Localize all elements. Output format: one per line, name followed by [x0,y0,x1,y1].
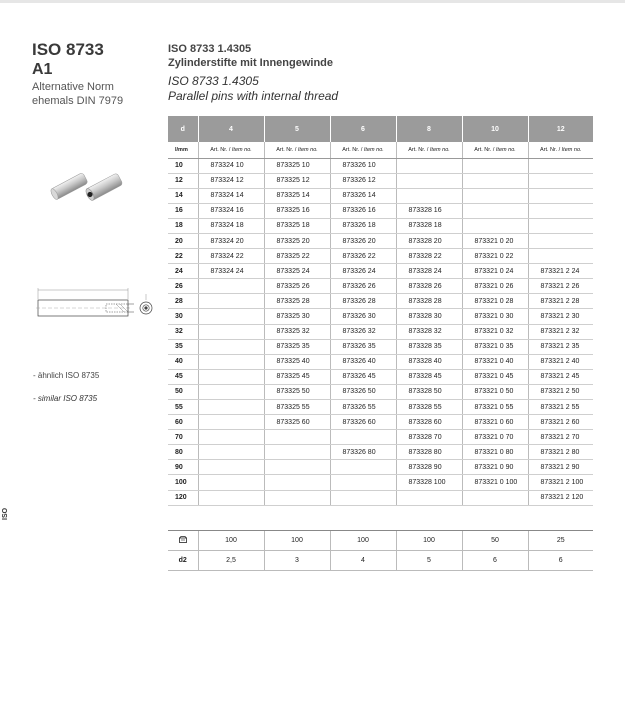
article-number-cell: 873328 45 [396,369,462,384]
diameter-header: 10 [462,116,528,142]
diameter-header: 4 [198,116,264,142]
technical-drawing [36,286,160,328]
d2-value: 2,5 [198,551,264,571]
article-number-cell [462,158,528,173]
art-prefix: Art. Nr. / [539,146,562,153]
article-number-cell [198,324,264,339]
left-header [32,40,123,108]
table-row [168,309,593,324]
article-number-cell: 873325 55 [264,400,330,415]
article-number-cell [528,203,593,218]
article-number-cell: 873328 20 [396,233,462,248]
article-number-cell: 873326 40 [330,354,396,369]
article-number-cell [264,445,330,460]
article-number-cell: 873328 22 [396,249,462,264]
article-number-cell [462,218,528,233]
article-number-cell: 873325 22 [264,249,330,264]
article-number-cell: 873325 50 [264,384,330,399]
article-number-cell [396,173,462,188]
pack-quantity: 50 [462,531,528,551]
article-number-cell: 873328 35 [396,339,462,354]
art-no-header [462,142,528,158]
diameter-header-row [168,116,593,142]
article-number-cell: 873324 22 [198,249,264,264]
article-number-cell: 873321 2 80 [528,445,593,460]
length-cell: 12 [168,173,198,188]
art-no-header [528,142,593,158]
article-number-cell: 873321 2 100 [528,475,593,490]
article-number-cell [330,460,396,475]
pack-quantity: 100 [198,531,264,551]
article-number-cell: 873321 0 24 [462,264,528,279]
length-cell: 28 [168,294,198,309]
article-number-cell [528,233,593,248]
table-row [168,324,593,339]
article-number-cell [198,369,264,384]
article-number-cell [198,294,264,309]
pack-quantity: 100 [264,531,330,551]
table-row [168,203,593,218]
footer-table [168,530,593,571]
article-number-cell: 873328 16 [396,203,462,218]
d2-label: d2 [168,551,198,571]
length-cell: 32 [168,324,198,339]
note-similar-de: - ähnlich ISO 8735 [33,371,100,380]
diameter-header: 8 [396,116,462,142]
length-label: l/mm [168,142,198,158]
article-number-cell: 873321 0 35 [462,339,528,354]
art-no-header [330,142,396,158]
subheader-row [168,142,593,158]
article-number-cell: 873325 35 [264,339,330,354]
pack-quantity: 25 [528,531,593,551]
table-row [168,445,593,460]
d2-value: 4 [330,551,396,571]
article-number-cell [198,460,264,475]
length-cell: 20 [168,233,198,248]
length-cell: 55 [168,400,198,415]
article-table [168,116,593,506]
diameter-header: 5 [264,116,330,142]
article-number-cell [528,158,593,173]
length-cell: 35 [168,339,198,354]
article-number-cell: 873325 60 [264,415,330,430]
article-number-cell: 873328 18 [396,218,462,233]
diameter-header: 6 [330,116,396,142]
length-cell: 14 [168,188,198,203]
table-row [168,384,593,399]
table-row [168,430,593,445]
alt-norm-line2: ehemals DIN 7979 [32,95,124,107]
article-number-cell [198,430,264,445]
article-number-cell [198,475,264,490]
article-number-cell: 873321 2 40 [528,354,593,369]
art-no-header [198,142,264,158]
article-number-cell: 873326 14 [330,188,396,203]
article-number-cell: 873325 16 [264,203,330,218]
article-number-cell: 873326 10 [330,158,396,173]
note-similar-en: - similar ISO 8735 [33,394,98,403]
article-number-cell [528,173,593,188]
article-number-cell: 873328 80 [396,445,462,460]
article-number-cell: 873321 2 60 [528,415,593,430]
article-number-cell [330,430,396,445]
article-number-cell: 873325 10 [264,158,330,173]
table-row [168,354,593,369]
d2-value: 6 [528,551,593,571]
article-number-cell [264,430,330,445]
table-row [168,475,593,490]
pin-product-image [48,152,128,214]
article-number-cell [330,475,396,490]
article-number-cell: 873324 20 [198,233,264,248]
de-description: Zylinderstifte mit Innengewinde [168,57,334,69]
article-number-cell: 873324 24 [198,264,264,279]
de-standard: ISO 8733 1.4305 [168,43,252,55]
length-cell: 80 [168,445,198,460]
article-number-cell [198,384,264,399]
d2-value: 5 [396,551,462,571]
article-number-cell: 873326 16 [330,203,396,218]
top-divider [0,0,625,3]
length-cell: 26 [168,279,198,294]
article-number-cell: 873326 35 [330,339,396,354]
article-number-cell [264,475,330,490]
side-label: ISO [2,507,9,520]
article-number-cell: 873326 60 [330,415,396,430]
table-row [168,369,593,384]
article-number-cell: 873326 80 [330,445,396,460]
article-number-cell: 873321 2 35 [528,339,593,354]
table-row [168,264,593,279]
article-number-cell [198,490,264,505]
article-number-cell: 873321 0 32 [462,324,528,339]
art-item: Item no. [429,146,450,153]
article-number-cell: 873328 32 [396,324,462,339]
article-number-cell: 873321 0 80 [462,445,528,460]
length-cell: 70 [168,430,198,445]
pack-row [168,531,593,551]
article-number-cell: 873328 26 [396,279,462,294]
article-number-cell: 873321 0 100 [462,475,528,490]
article-number-cell: 873328 40 [396,354,462,369]
art-prefix: Art. Nr. / [276,146,298,153]
article-number-cell [264,490,330,505]
article-number-cell: 873325 20 [264,233,330,248]
table-row [168,294,593,309]
article-number-cell: 873321 0 70 [462,430,528,445]
article-number-cell: 873321 0 55 [462,400,528,415]
article-number-cell: 873321 2 30 [528,309,593,324]
length-cell: 10 [168,158,198,173]
length-cell: 24 [168,264,198,279]
art-prefix: Art. Nr. / [210,146,232,153]
package-icon [168,531,198,551]
length-cell: 100 [168,475,198,490]
art-prefix: Art. Nr. / [342,146,364,153]
article-number-cell [528,218,593,233]
length-cell: 90 [168,460,198,475]
length-cell: 40 [168,354,198,369]
article-number-cell: 873328 90 [396,460,462,475]
article-number-cell: 873326 32 [330,324,396,339]
article-number-cell [462,203,528,218]
article-number-cell: 873321 0 40 [462,354,528,369]
article-number-cell: 873321 2 32 [528,324,593,339]
page-title: ISO 8733 [32,40,104,59]
art-item: Item no. [231,146,252,153]
length-cell: 30 [168,309,198,324]
article-number-cell: 873328 70 [396,430,462,445]
article-number-cell: 873325 30 [264,309,330,324]
article-number-cell: 873324 14 [198,188,264,203]
article-number-cell [198,339,264,354]
article-number-cell: 873328 55 [396,400,462,415]
article-number-cell: 873324 16 [198,203,264,218]
material-grade: A1 [32,61,53,78]
article-number-cell: 873328 24 [396,264,462,279]
article-number-cell: 873321 2 55 [528,400,593,415]
article-number-cell [396,188,462,203]
article-number-cell: 873328 28 [396,294,462,309]
article-number-cell: 873325 40 [264,354,330,369]
en-standard: ISO 8733 1.4305 [168,74,259,88]
article-number-cell: 873321 0 60 [462,415,528,430]
table-row [168,218,593,233]
table-row [168,460,593,475]
article-number-cell: 873326 50 [330,384,396,399]
table-row [168,233,593,248]
article-number-cell: 873324 18 [198,218,264,233]
article-number-cell: 873321 2 26 [528,279,593,294]
article-number-cell: 873326 28 [330,294,396,309]
art-item: Item no. [363,146,384,153]
table-row [168,188,593,203]
article-number-cell: 873325 24 [264,264,330,279]
length-cell: 16 [168,203,198,218]
length-cell: 120 [168,490,198,505]
article-number-cell [198,309,264,324]
article-number-cell [396,158,462,173]
table-row [168,490,593,505]
table-row [168,249,593,264]
article-number-cell [198,354,264,369]
alt-norm-line1: Alternative Norm [32,81,114,93]
article-number-cell: 873328 60 [396,415,462,430]
article-number-cell: 873326 20 [330,233,396,248]
article-number-cell: 873321 2 90 [528,460,593,475]
article-number-cell: 873321 0 28 [462,294,528,309]
article-number-cell [528,249,593,264]
article-number-cell: 873326 24 [330,264,396,279]
article-number-cell: 873325 14 [264,188,330,203]
article-number-cell: 873321 0 26 [462,279,528,294]
article-number-cell [528,188,593,203]
length-cell: 22 [168,249,198,264]
art-no-header [264,142,330,158]
length-cell: 18 [168,218,198,233]
article-number-cell: 873325 45 [264,369,330,384]
length-cell: 50 [168,384,198,399]
diameter-header: 12 [528,116,593,142]
article-number-cell: 873325 18 [264,218,330,233]
article-number-cell: 873321 0 30 [462,309,528,324]
article-number-cell: 873326 45 [330,369,396,384]
article-number-cell: 873328 30 [396,309,462,324]
article-number-cell: 873328 50 [396,384,462,399]
table-row [168,279,593,294]
table-row [168,400,593,415]
article-number-cell: 873326 12 [330,173,396,188]
article-number-cell [330,490,396,505]
article-number-cell [198,400,264,415]
article-number-cell: 873321 2 24 [528,264,593,279]
article-number-cell: 873324 12 [198,173,264,188]
article-number-cell: 873321 0 45 [462,369,528,384]
art-prefix: Art. Nr. / [474,146,496,153]
article-number-cell: 873326 55 [330,400,396,415]
article-number-cell: 873321 2 28 [528,294,593,309]
article-number-cell: 873324 10 [198,158,264,173]
art-prefix: Art. Nr. / [408,146,430,153]
art-item: Item no. [495,146,516,153]
article-number-cell [198,279,264,294]
article-number-cell: 873325 26 [264,279,330,294]
article-number-cell: 873321 0 50 [462,384,528,399]
article-number-cell: 873325 12 [264,173,330,188]
article-number-cell [462,490,528,505]
article-number-cell: 873326 22 [330,249,396,264]
article-number-cell: 873326 26 [330,279,396,294]
table-row [168,415,593,430]
d2-value: 6 [462,551,528,571]
article-number-cell: 873326 18 [330,218,396,233]
article-number-cell: 873321 2 50 [528,384,593,399]
article-number-cell: 873326 30 [330,309,396,324]
article-number-cell: 873328 100 [396,475,462,490]
table-row [168,339,593,354]
article-number-cell: 873321 2 70 [528,430,593,445]
article-number-cell: 873321 0 90 [462,460,528,475]
article-number-cell [396,490,462,505]
en-description: Parallel pins with internal thread [168,89,339,103]
table-row [168,173,593,188]
length-cell: 45 [168,369,198,384]
table-row [168,158,593,173]
article-number-cell: 873325 28 [264,294,330,309]
pack-quantity: 100 [330,531,396,551]
article-number-cell [462,188,528,203]
article-number-cell [462,173,528,188]
article-number-cell: 873321 2 120 [528,490,593,505]
article-number-cell [264,460,330,475]
art-item: Item no. [561,146,582,153]
article-number-cell: 873325 32 [264,324,330,339]
article-number-cell: 873321 2 45 [528,369,593,384]
art-item: Item no. [297,146,318,153]
article-number-cell [198,445,264,460]
d2-row [168,551,593,571]
pack-quantity: 100 [396,531,462,551]
article-number-cell: 873321 0 20 [462,233,528,248]
art-no-header [396,142,462,158]
d2-value: 3 [264,551,330,571]
d-label: d [168,116,198,142]
length-cell: 60 [168,415,198,430]
right-header [168,42,338,104]
article-number-cell [198,415,264,430]
article-number-cell: 873321 0 22 [462,249,528,264]
